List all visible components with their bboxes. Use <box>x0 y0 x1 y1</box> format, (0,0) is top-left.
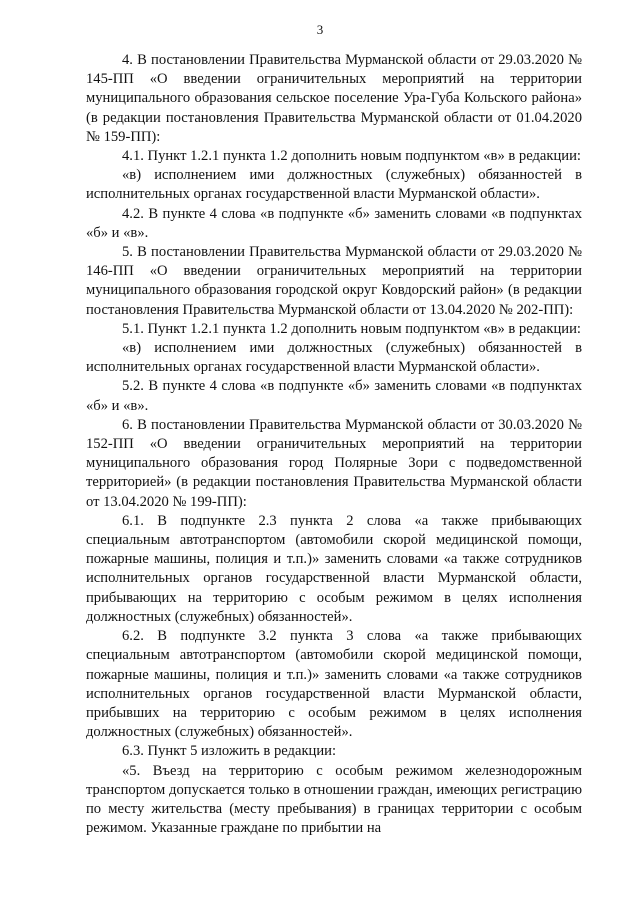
paragraph-6-3-quote: «5. Въезд на территорию с особым режимом железнодорожным транспортом допускается только в отношении граждан, имеющих регистрацию по месту жительства (месту пребывания) в границах территории с особым режимом. Указанные граждане по прибытии на <box>86 762 582 837</box>
paragraph-6: 6. В постановлении Правительства Мурманской области от 30.03.2020 № 152-ПП «О введении ограничительных мероприятий на территории муниципального образования город Полярные Зори с подведомственной территорией» (в редакции постановления Правительства Мурманской области от 13.04.2020 № 199-ПП): <box>86 416 582 510</box>
paragraph-6-2: 6.2. В подпункте 3.2 пункта 3 слова «а также прибывающих специальным автотранспортом (автомобили скорой медицинской помощи, пожарные машины, полиция и т.п.)» заменить словами «а также сотрудников исполнительных органов государственной власти Мурманской области, прибывших на территорию с особым режимом в целях исполнения должностных (служебных) обязанностей». <box>86 628 582 741</box>
paragraph-5: 5. В постановлении Правительства Мурманской области от 29.03.2020 № 146-ПП «О введении ограничительных мероприятий на территории муниципального образования городской округ Ковдорский район» (в редакции постановления Правительства Мурманской области от 13.04.2020 № 202-ПП): <box>86 244 582 318</box>
paragraph-5-1: 5.1. Пункт 1.2.1 пункта 1.2 дополнить новым подпунктом «в» в редакции: <box>122 320 581 337</box>
paragraph-4-1: 4.1. Пункт 1.2.1 пункта 1.2 дополнить новым подпунктом «в» в редакции: <box>122 148 581 165</box>
document-body <box>86 51 582 838</box>
page-number: 3 <box>316 22 324 37</box>
paragraph-5-2: 5.2. В пункте 4 слова «в подпункте «б» заменить словами «в подпунктах «б» и «в». <box>86 378 582 414</box>
paragraph-6-3: 6.3. Пункт 5 изложить в редакции: <box>122 743 337 760</box>
paragraph-4-2: 4.2. В пункте 4 слова «в подпункте «б» заменить словами «в подпунктах «б» и «в». <box>86 205 582 241</box>
paragraph-4-1-quote: «в) исполнением ими должностных (служебных) обязанностей в исполнительных органах государственной власти Мурманской области». <box>86 167 582 203</box>
paragraph-4: 4. В постановлении Правительства Мурманской области от 29.03.2020 № 145-ПП «О введении ограничительных мероприятий на территории муниципального образования сельское поселение Ура-Губа Кольского района» (в редакции постановления Правительства Мурманской области от 01.04.2020 № 159-ПП): <box>86 52 582 145</box>
paragraph-6-1: 6.1. В подпункте 2.3 пункта 2 слова «а также прибывающих специальным автотранспортом (автомобили скорой медицинской помощи, пожарные машины, полиция и т.п.)» заменить словами «а также сотрудников исполнительных органов государственной власти Мурманской области, прибывающих на территорию с особым режимом в целях исполнения должностных (служебных) обязанностей». <box>86 512 582 625</box>
paragraph-5-1-quote: «в) исполнением ими должностных (служебных) обязанностей в исполнительных органах государственной власти Мурманской области». <box>86 340 582 376</box>
